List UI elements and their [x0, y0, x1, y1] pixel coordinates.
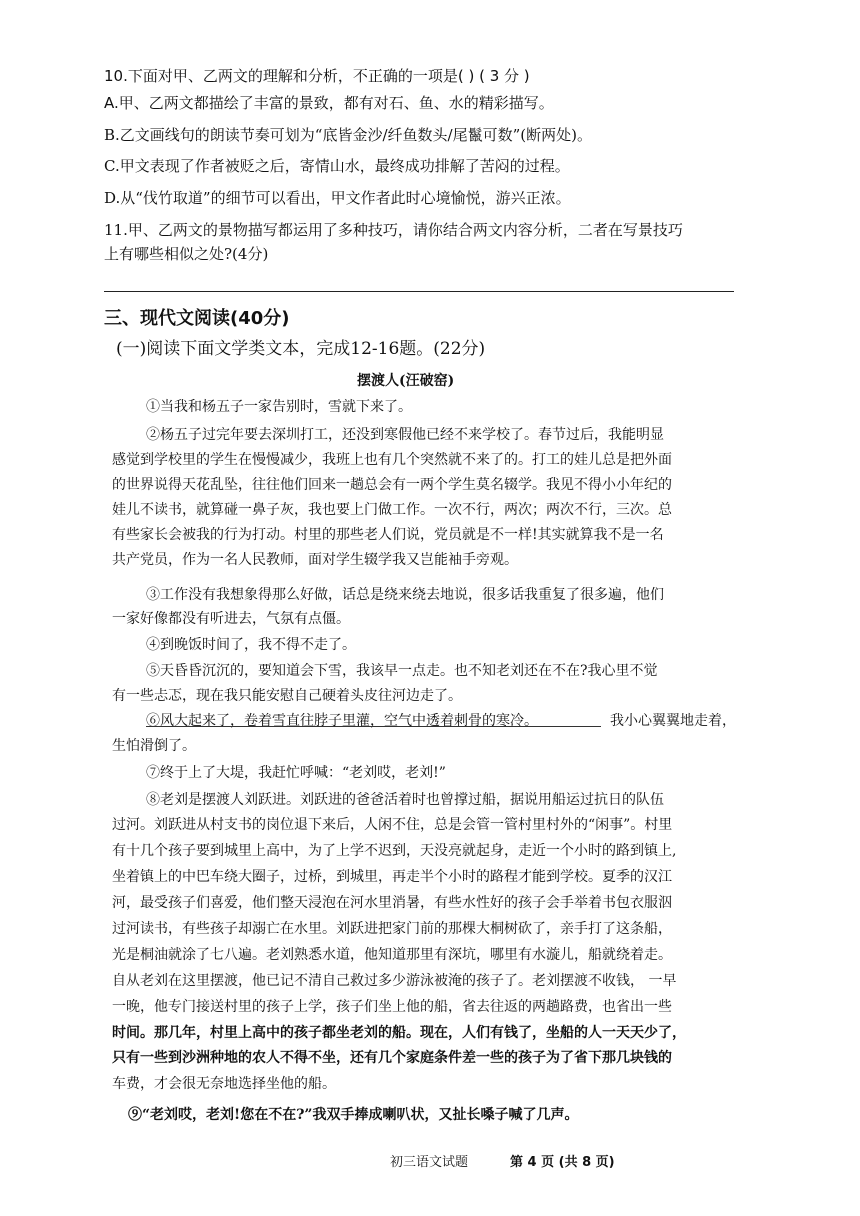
q11-stem-line1: 11.甲、乙两文的景物描写都运用了多种技巧，请你结合两文内容分析，二者在写景技巧 [104, 221, 683, 239]
story-line: 的世界说得天花乱坠，往往他们回来一趟总会有一两个学生莫名辍学。我见不得小小年纪的 [112, 477, 672, 493]
story-line: 车费，才会很无奈地选择坐他的船。 [112, 1076, 336, 1092]
q11-stem-line2: 上有哪些相似之处?(4分) [104, 245, 269, 263]
story-line: 一家好像都没有听进去，气氛有点僵。 [112, 611, 350, 627]
story-line: ③工作没有我想象得那么好做，话总是绕来绕去地说，很多话我重复了很多遍，他们 [146, 587, 664, 603]
story-line: 生怕滑倒了。 [112, 738, 196, 754]
story-line: 娃儿不读书，就算碰一鼻子灰，我也要上门做工作。一次不行，两次；两次不行，三次。总 [112, 502, 672, 518]
story-line: ④到晚饭时间了，我不得不走了。 [146, 637, 356, 653]
underline-mark [146, 726, 601, 727]
story-line: ⑤天昏昏沉沉的，要知道会下雪，我该早一点走。也不知老刘还在不在?我心里不觉 [146, 663, 658, 679]
q10-option-d: D.从“伐竹取道”的细节可以看出，甲文作者此时心境愉悦，游兴正浓。 [104, 189, 571, 207]
section-title: 三、现代文阅读(40分) [104, 308, 290, 329]
story-line: 一晚，他专门接送村里的孩子上学，孩子们坐上他的船，省去往返的两趟路费，也省出一些 [112, 999, 672, 1015]
q10-option-c: C.甲文表现了作者被贬之后，寄情山水，最终成功排解了苦闷的过程。 [104, 157, 570, 175]
q10-option-a: A.甲、乙两文都描绘了丰富的景致，都有对石、鱼、水的精彩描写。 [104, 94, 554, 112]
section-subtitle: (一)阅读下面文学类文本，完成12-16题。(22分) [116, 339, 486, 359]
story-line: ②杨五子过完年要去深圳打工，还没到寒假他已经不来学校了。春节过后，我能明显 [146, 427, 664, 443]
story-line: 共产党员，作为一名人民教师，面对学生辍学我又岂能袖手旁观。 [112, 552, 518, 568]
story-line: 自从老刘在这里摆渡，他已记不清自己救过多少游泳被淹的孩子了。老刘摆渡不收钱， 一早 [112, 973, 677, 989]
bold-sentence: 只有一些到沙洲种地的农人不得不坐，还有几个家庭条件差一些的孩子为了省下那几块钱的 [112, 1050, 672, 1066]
story-line: 光是桐油就涂了七八遍。老刘熟悉水道，他知道那里有深坑，哪里有水漩儿，船就绕着走。 [112, 947, 672, 963]
story-line: 过河。刘跃进从村支书的岗位退下来后，人闲不住，总是会管一管村里村外的“闲事”。村里 [112, 817, 673, 833]
story-line: 感觉到学校里的学生在慢慢减少，我班上也有几个突然就不来了的。打工的娃儿总是把外面 [112, 452, 672, 468]
story-title: 摆渡人(汪破窑) [357, 373, 455, 389]
story-line: 有一些忐忑，现在我只能安慰自己硬着头皮往河边走了。 [112, 688, 462, 704]
story-line: 有十几个孩子要到城里上高中，为了上学不迟到，天没亮就起身，走近一个小时的路到镇上, [112, 843, 677, 859]
story-line: ①当我和杨五子一家告别时，雪就下来了。 [146, 399, 412, 415]
q10-option-b: B.乙文画线句的朗读节奏可划为“底皆金沙/纤鱼数头/尾鬣可数”(断两处)。 [104, 126, 592, 144]
story-line: 有些家长会被我的行为打动。村里的那些老人们说，党员就是不一样!其实就算我不是一名 [112, 527, 664, 543]
section-divider [104, 291, 734, 292]
story-line-bold: ⑨“老刘哎，老刘!您在不在?”我双手捧成喇叭状，又扯长嗓子喊了几声。 [128, 1107, 579, 1123]
story-line: 过河读书，有些孩子却溺亡在水里。刘跃进把家门前的那棵大桐树砍了，亲手打了这条船， [112, 921, 672, 937]
story-line: 坐着镇上的中巴车绕大圈子，过桥，到城里，再走半个小时的路程才能到学校。夏季的汉江 [112, 869, 672, 885]
story-line: ⑦终于上了大堤，我赶忙呼喊：“老刘哎，老刘!” [146, 765, 446, 781]
story-line: 河，最受孩子们喜爱，他们整天浸泡在河水里消暑，有些水性好的孩子会手举着书包衣服泅 [112, 895, 672, 911]
bold-sentence: 时间。那几年，村里上高中的孩子都坐老刘的船。现在，人们有钱了，坐船的人一天天少了， [112, 1025, 686, 1041]
q10-stem: 10.下面对甲、乙两文的理解和分析，不正确的一项是( ) ( 3 分 ) [104, 67, 530, 85]
story-line: ⑧老刘是摆渡人刘跃进。刘跃进的爸爸活着时也曾撑过船，据说用船运过抗日的队伍 [146, 792, 664, 808]
footer-page-number: 第 4 页 (共 8 页) [510, 1155, 615, 1170]
underlined-sentence: ⑥风大起来了，卷着雪直往脖子里灌，空气中透着刺骨的寒冷。 [146, 713, 538, 729]
footer-subject: 初三语文试题 [390, 1155, 469, 1170]
story-line: 我小心翼翼地走着， [610, 713, 736, 729]
